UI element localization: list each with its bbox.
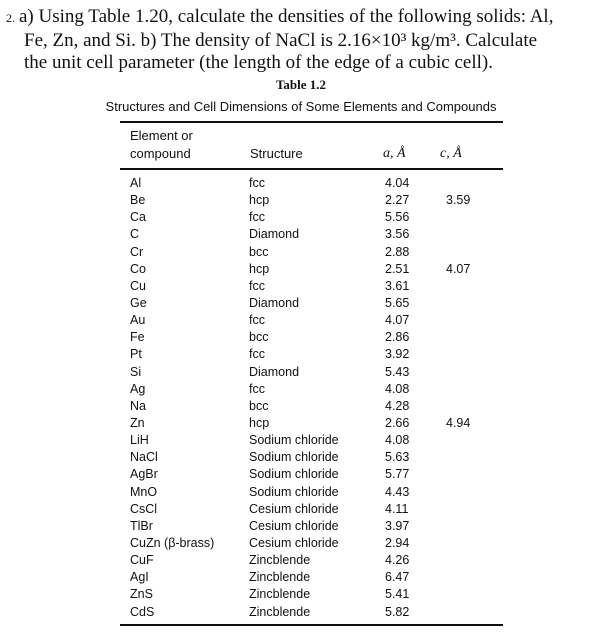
cell-a: 5.77: [385, 467, 410, 482]
cell-a: 4.28: [385, 398, 410, 413]
table-row: [0, 210, 602, 227]
table-body: [0, 176, 602, 622]
cell-a: 4.08: [385, 433, 410, 448]
cell-structure: Zincblende: [249, 604, 311, 619]
table-row: [0, 193, 602, 210]
cell-structure: Sodium chloride: [249, 450, 339, 465]
cell-a: 5.63: [385, 450, 410, 465]
cell-element: Ag: [130, 381, 146, 396]
table-header-rule: [120, 168, 503, 170]
cell-a: 5.41: [385, 587, 410, 602]
table-row: [0, 485, 602, 502]
table-row: [0, 467, 602, 484]
cell-a: 2.94: [385, 535, 410, 550]
cell-a: 5.43: [385, 364, 410, 379]
cell-element: NaCl: [130, 450, 158, 465]
cell-structure: Diamond: [249, 364, 300, 379]
table-top-rule: [120, 121, 503, 123]
cell-a: 4.26: [385, 553, 410, 568]
question-number: 2.: [6, 11, 15, 25]
header-a: a, Å: [383, 146, 406, 161]
cell-element: Zn: [130, 415, 145, 430]
cell-structure: bcc: [249, 244, 269, 259]
cell-element: CuF: [130, 553, 154, 568]
cell-element: Be: [130, 193, 146, 208]
cell-element: AgI: [130, 570, 149, 585]
cell-structure: hcp: [249, 261, 270, 276]
cell-a: 3.56: [385, 227, 410, 242]
header-element-line1: Element or: [130, 128, 193, 143]
cell-structure: bcc: [249, 330, 269, 345]
cell-element: Al: [130, 176, 142, 190]
cell-a: 5.56: [385, 210, 410, 225]
cell-element: Co: [130, 261, 146, 276]
table-row: [0, 330, 602, 347]
cell-a: 6.47: [385, 570, 410, 585]
cell-structure: Diamond: [249, 295, 300, 310]
cell-a: 4.11: [385, 501, 409, 516]
table-row: [0, 433, 602, 450]
table-row: [0, 605, 602, 622]
cell-a: 4.08: [385, 381, 410, 396]
cell-element: Ge: [130, 295, 147, 310]
cell-a: 2.66: [385, 415, 410, 430]
cell-a: 2.27: [385, 193, 410, 208]
table-row: [0, 553, 602, 570]
table-row: [0, 450, 602, 467]
cell-c: 4.07: [446, 261, 471, 276]
question-line-1: 2. a) Using Table 1.20, calculate the densities of the following solids: Al,: [6, 6, 554, 27]
table-row: [0, 416, 602, 433]
table-row: [0, 313, 602, 330]
table-row: [0, 296, 602, 313]
table-row: [0, 227, 602, 244]
cell-a: 5.82: [385, 604, 410, 619]
cell-a: 2.86: [385, 330, 410, 345]
cell-element: Pt: [130, 347, 142, 362]
cell-structure: Zincblende: [249, 553, 311, 568]
cell-structure: fcc: [249, 347, 265, 362]
cell-structure: Zincblende: [249, 570, 311, 585]
cell-element: Na: [130, 398, 146, 413]
header-element-line2: compound: [130, 146, 191, 161]
table-bottom-rule: [120, 624, 503, 626]
cell-element: MnO: [130, 484, 158, 499]
table-row: [0, 519, 602, 536]
cell-element: C: [130, 227, 140, 242]
cell-structure: fcc: [249, 176, 265, 190]
cell-a: 2.88: [385, 244, 410, 259]
cell-element: Au: [130, 313, 146, 328]
cell-structure: fcc: [249, 381, 265, 396]
cell-structure: fcc: [249, 278, 265, 293]
cell-element: TlBr: [130, 518, 153, 533]
table-row: [0, 279, 602, 296]
table-row: [0, 262, 602, 279]
cell-a: 2.51: [385, 261, 410, 276]
cell-structure: bcc: [249, 398, 269, 413]
cell-element: Ca: [130, 210, 146, 225]
cell-structure: Cesium chloride: [249, 518, 339, 533]
header-structure: Structure: [250, 146, 303, 161]
cell-c: 3.59: [446, 193, 471, 208]
cell-element: ZnS: [130, 587, 153, 602]
table-row: [0, 347, 602, 364]
cell-structure: hcp: [249, 193, 270, 208]
cell-structure: Diamond: [249, 227, 300, 242]
table-title: Structures and Cell Dimensions of Some Elements and Compounds: [105, 99, 497, 114]
cell-structure: Sodium chloride: [249, 467, 339, 482]
cell-element: Si: [130, 364, 142, 379]
table-row: [0, 536, 602, 553]
cell-a: 4.43: [385, 484, 410, 499]
cell-element: Fe: [130, 330, 145, 345]
cell-structure: Cesium chloride: [249, 535, 339, 550]
table-row: [0, 382, 602, 399]
table-row: [0, 365, 602, 382]
question-line-3: the unit cell parameter (the length of the edge of a cubic cell).: [24, 52, 493, 73]
cell-element: CdS: [130, 604, 155, 619]
question-line-2: Fe, Zn, and Si. b) The density of NaCl is 2.16×10³ kg/m³. Calculate: [24, 29, 538, 51]
cell-a: 5.65: [385, 295, 410, 310]
table-row: [0, 245, 602, 262]
question-text: [6, 6, 596, 75]
cell-a: 4.07: [385, 313, 410, 328]
cell-structure: hcp: [249, 415, 270, 430]
cell-element: Cr: [130, 244, 144, 259]
header-c: c, Å: [440, 146, 462, 161]
table-row: [0, 502, 602, 519]
cell-structure: fcc: [249, 210, 265, 225]
table-label: Table 1.2: [275, 77, 327, 92]
table-row: [0, 399, 602, 416]
cell-structure: fcc: [249, 313, 265, 328]
cell-element: CuZn (β-brass): [130, 535, 215, 550]
cell-element: LiH: [130, 433, 149, 448]
cell-c: 4.94: [446, 415, 471, 430]
cell-element: Cu: [130, 278, 146, 293]
cell-a: 4.04: [385, 176, 410, 190]
cell-element: CsCl: [130, 501, 158, 516]
cell-a: 3.92: [385, 347, 410, 362]
cell-structure: Cesium chloride: [249, 501, 339, 516]
table-row: [0, 176, 602, 193]
cell-element: AgBr: [130, 467, 158, 482]
cell-a: 3.97: [385, 518, 410, 533]
cell-structure: Sodium chloride: [249, 433, 339, 448]
cell-structure: Sodium chloride: [249, 484, 339, 499]
cell-structure: Zincblende: [249, 587, 311, 602]
cell-a: 3.61: [385, 278, 410, 293]
table-row: [0, 570, 602, 587]
table-row: [0, 587, 602, 604]
